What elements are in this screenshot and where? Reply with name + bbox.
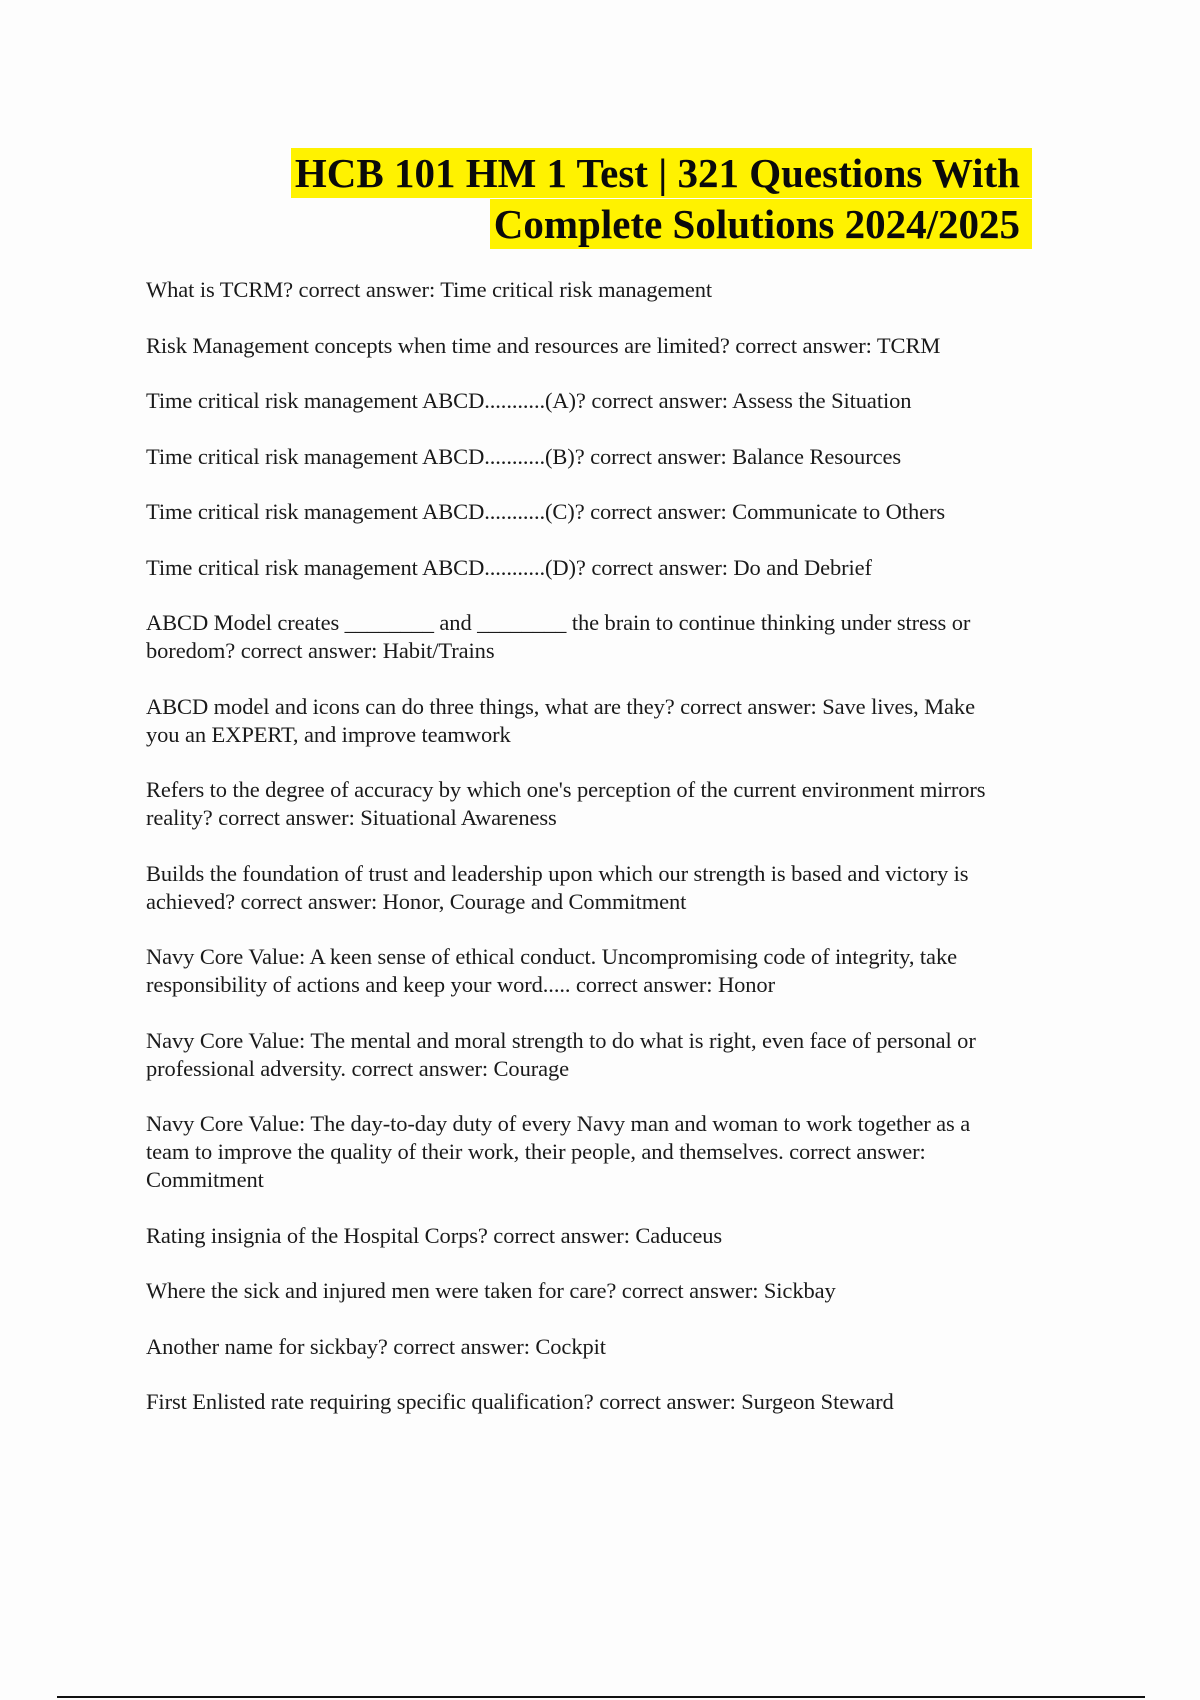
document-title-line-2: Complete Solutions 2024/2025: [490, 199, 1032, 249]
question-text-line: Time critical risk management ABCD...........(B)? correct answer: Balance Resources: [146, 443, 902, 469]
page-footer-rule: [57, 1696, 1145, 1698]
question-item: [146, 693, 1086, 749]
question-text-line: ABCD model and icons can do three things, what are they? correct answer: Save lives, Make: [146, 693, 975, 719]
question-item: [146, 443, 1086, 471]
question-text-line: Where the sick and injured men were taken for care? correct answer: Sickbay: [146, 1278, 836, 1303]
document-title-line-1: HCB 101 HM 1 Test | 321 Questions With: [291, 148, 1032, 198]
question-list: [146, 276, 1086, 1444]
question-item: [146, 943, 1086, 999]
question-item: [146, 1027, 1086, 1083]
question-text-line: Time critical risk management ABCD...........(A)? correct answer: Assess the Situation: [146, 388, 912, 413]
question-text-line: Builds the foundation of trust and leadership upon which our strength is based and victory is: [146, 860, 969, 886]
question-item: [146, 332, 1086, 360]
question-text-line: First Enlisted rate requiring specific qualification? correct answer: Surgeon Steward: [146, 1389, 894, 1414]
question-text-line: professional adversity. correct answer: Courage: [146, 1055, 570, 1081]
question-item: [146, 498, 1086, 526]
question-item: [146, 1222, 1086, 1250]
question-text-line: Risk Management concepts when time and resources are limited? correct answer: TCRM: [146, 332, 941, 358]
question-item: [146, 776, 1086, 832]
question-text-line: Navy Core Value: The mental and moral strength to do what is right, even face of personal or: [146, 1027, 976, 1053]
question-item: [146, 276, 1086, 304]
question-item: [146, 1388, 1086, 1416]
question-text-line: boredom? correct answer: Habit/Trains: [146, 638, 495, 663]
question-item: [146, 554, 1086, 582]
question-item: [146, 387, 1086, 415]
question-text-line: Refers to the degree of accuracy by which one's perception of the current environment mirrors: [146, 777, 986, 802]
question-text-line: Time critical risk management ABCD...........(C)? correct answer: Communicate to Others: [146, 499, 946, 524]
question-text-line: Navy Core Value: The day-to-day duty of every Navy man and woman to work together as a: [146, 1111, 971, 1136]
question-text-line: Time critical risk management ABCD...........(D)? correct answer: Do and Debrief: [146, 554, 872, 580]
question-item: [146, 1110, 1086, 1194]
question-item: [146, 860, 1086, 916]
question-text-line: achieved? correct answer: Honor, Courage and Commitment: [146, 888, 687, 914]
question-item: [146, 609, 1086, 665]
question-text-line: responsibility of actions and keep your word..... correct answer: Honor: [146, 972, 775, 997]
question-text-line: Navy Core Value: A keen sense of ethical conduct. Uncompromising code of integrity, take: [146, 944, 957, 969]
question-text-line: Commitment: [146, 1167, 264, 1192]
question-text-line: reality? correct answer: Situational Awareness: [146, 805, 557, 830]
question-text-line: What is TCRM? correct answer: Time critical risk management: [146, 277, 713, 302]
question-text-line: Another name for sickbay? correct answer: Cockpit: [146, 1333, 606, 1359]
question-item: [146, 1333, 1086, 1361]
question-text-line: ABCD Model creates ________ and ________ the brain to continue thinking under stress or: [146, 610, 971, 635]
question-text-line: team to improve the quality of their work, their people, and themselves. correct answer:: [146, 1139, 926, 1164]
question-text-line: Rating insignia of the Hospital Corps? correct answer: Caduceus: [146, 1222, 723, 1248]
question-item: [146, 1277, 1086, 1305]
question-text-line: you an EXPERT, and improve teamwork: [146, 721, 511, 747]
